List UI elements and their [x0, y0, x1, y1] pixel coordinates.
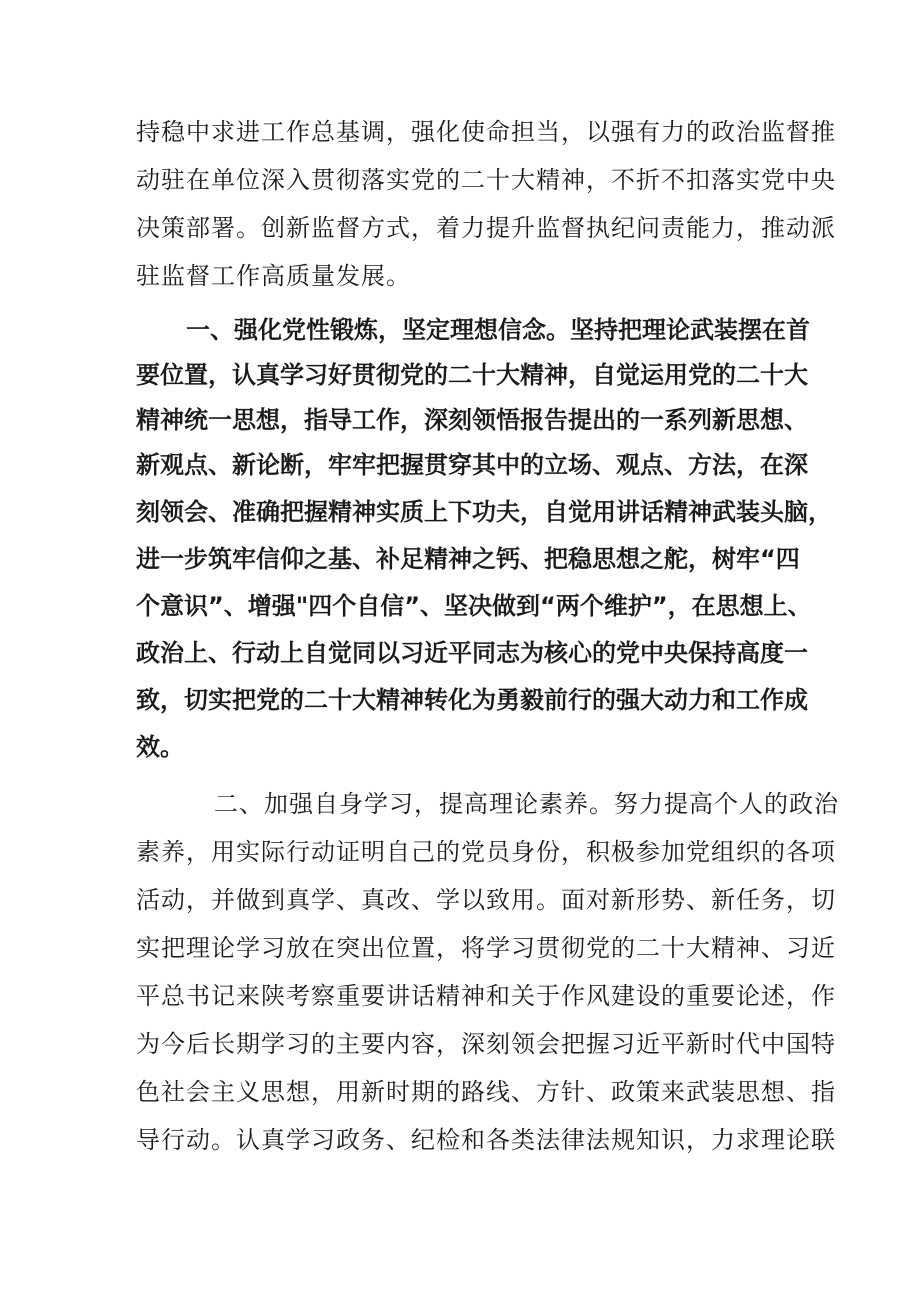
- paragraph-1-line-2: 动驻在单位深入贯彻落实党的二十大精神，不折不扣落实党中央: [136, 166, 836, 194]
- paragraph-3-line-3: 活动，并做到真学、真改、学以致用。面对新形势、新任务，切: [136, 886, 836, 914]
- paragraph-2-line-6: 进一步筑牢信仰之基、补足精神之钙、把稳思想之舵，树牢“四: [136, 545, 800, 573]
- paragraph-3-line-7: 色社会主义思想，用新时期的路线、方针、政策来武装思想、指: [136, 1078, 836, 1106]
- paragraph-2-line-5: 刻领会、准确把握精神实质上下功夫，自觉用讲话精神武装头脑，: [136, 498, 832, 526]
- paragraph-3-line-8: 导行动。认真学习政务、纪检和各类法律法规知识，力求理论联: [136, 1126, 836, 1154]
- paragraph-2-line-8: 政治上、行动上自觉同以习近平同志为核心的党中央保持高度一: [136, 639, 808, 667]
- paragraph-2-line-9: 致，切实把党的二十大精神转化为勇毅前行的强大动力和工作成: [136, 686, 808, 714]
- paragraph-3-line-5: 平总书记来陕考察重要讲话精神和关于作风建设的重要论述，作: [136, 982, 836, 1010]
- paragraph-1-line-1: 持稳中求进工作总基调，强化使命担当，以强有力的政治监督推: [136, 118, 836, 146]
- paragraph-3-line-2: 素养，用实际行动证明自己的党员身份，积极参加党组织的各项: [136, 838, 836, 866]
- paragraph-1-line-3: 决策部署。创新监督方式，着力提升监督执纪问责能力，推动派: [136, 214, 836, 242]
- paragraph-1-line-4: 驻监督工作高质量发展。: [136, 262, 411, 290]
- paragraph-2-line-2: 要位置，认真学习好贯彻党的二十大精神，自觉运用党的二十大: [136, 361, 808, 389]
- paragraph-3-line-6: 为今后长期学习的主要内容，深刻领会把握习近平新时代中国特: [136, 1030, 836, 1058]
- paragraph-2-line-7: 个意识”、增强"四个自信”、坚决做到“两个维护”，在思想上、: [136, 592, 812, 620]
- paragraph-3-line-1: 二、加强自身学习，提高理论素养。努力提高个人的政治: [214, 790, 839, 818]
- paragraph-3-line-4: 实把理论学习放在突出位置，将学习贯彻党的二十大精神、习近: [136, 934, 836, 962]
- paragraph-2-line-3: 精神统一思想，指导工作，深刻领悟报告提出的一系列新思想、: [136, 406, 808, 434]
- paragraph-2-line-1: 一、强化党性锻炼，坚定理想信念。坚持把理论武装摆在首: [186, 316, 810, 344]
- paragraph-2-line-4: 新观点、新论断，牢牢把握贯穿其中的立场、观点、方法，在深: [136, 451, 808, 479]
- paragraph-2-line-10: 效。: [136, 733, 184, 761]
